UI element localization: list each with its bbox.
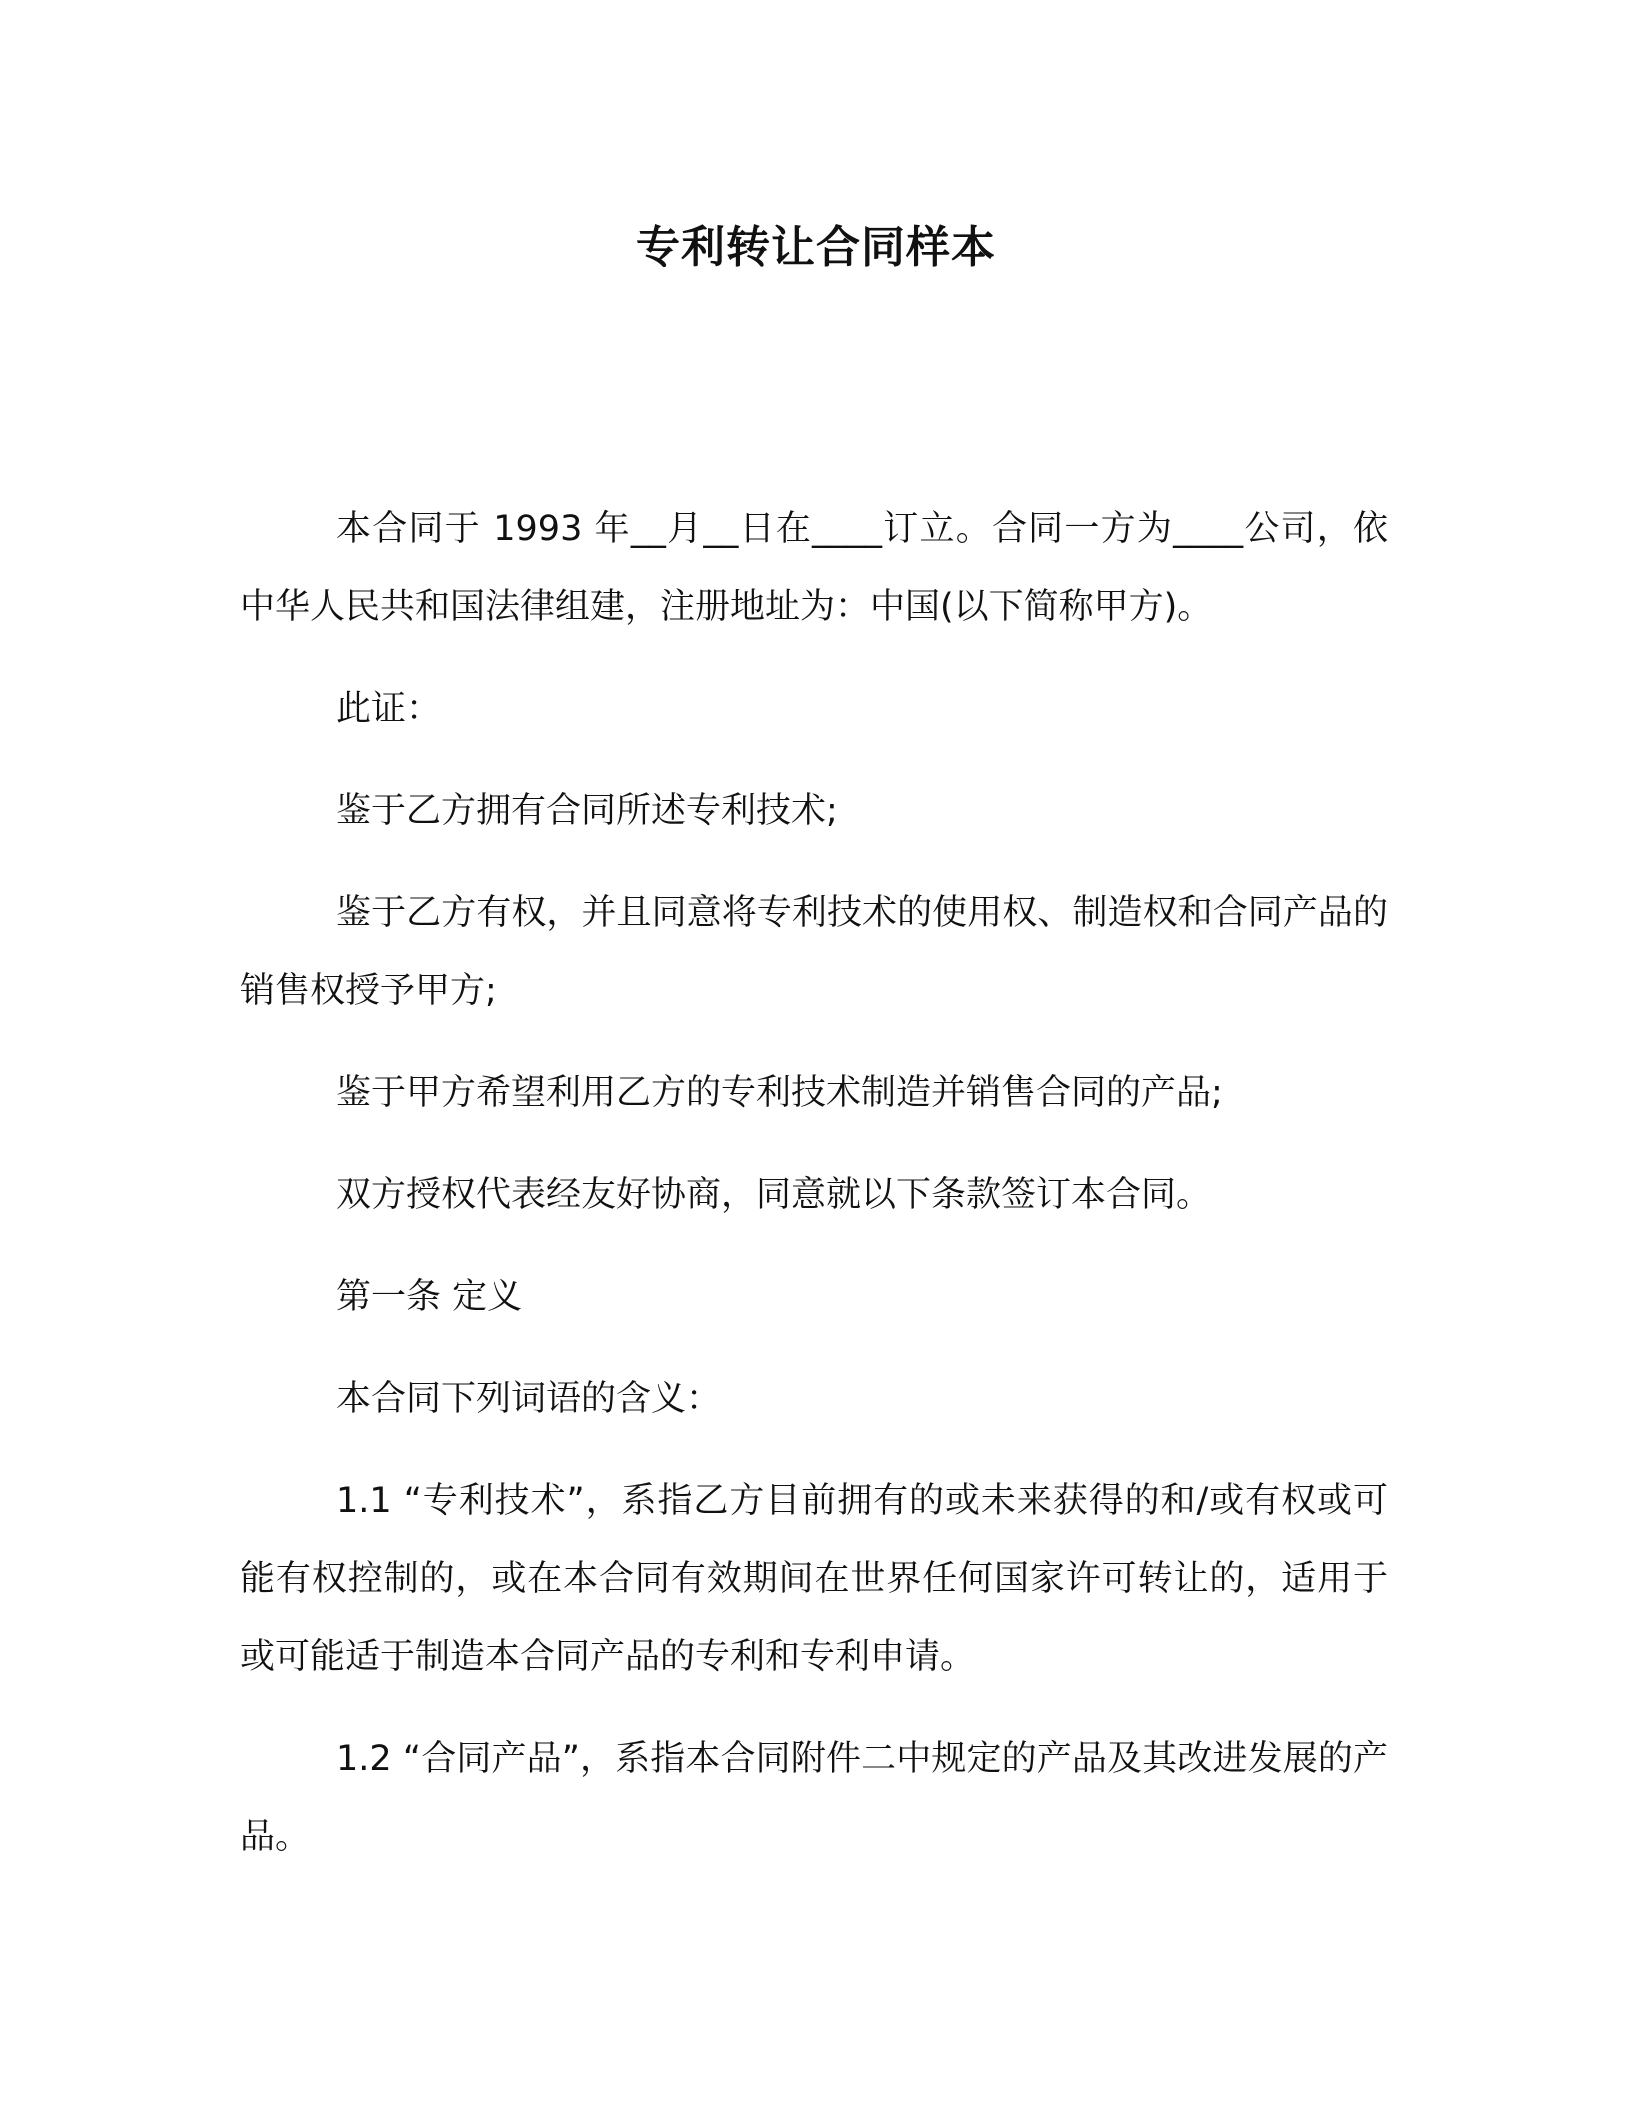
paragraph-agreement: 双方授权代表经友好协商，同意就以下条款签订本合同。 — [336, 1175, 1212, 1215]
paragraph-whereas-2: 鉴于乙方有权，并且同意将专利技术的使用权、制造权和合同产品的销售权授予甲方; — [240, 893, 1388, 1011]
definition-1-2: 1.2 “合同产品”，系指本合同附件二中规定的产品及其改进发展的产品。 — [240, 1739, 1388, 1857]
paragraph-witness: 此证： — [336, 689, 442, 729]
definition-1-1: 1.1 “专利技术”，系指乙方目前拥有的或未来获得的和/或有权或可能有权控制的，或在本合同有效期间在世界任何国家许可转让的，适用于或可能适于制造本合同产品的专利和专利申请。 — [240, 1481, 1388, 1677]
paragraph-whereas-3: 鉴于甲方希望利用乙方的专利技术制造并销售合同的产品; — [336, 1073, 1223, 1113]
paragraph-contract-date: 本合同于 1993 年__月__日在____订立。合同一方为____公司，依中华人民共和国法律组建，注册地址为：中国(以下简称甲方)。 — [240, 509, 1388, 627]
document-body — [240, 490, 1388, 1900]
document-title: 专利转让合同样本 — [636, 222, 996, 273]
paragraph-definitions-intro: 本合同下列词语的含义： — [336, 1379, 722, 1419]
paragraph-whereas-1: 鉴于乙方拥有合同所述专利技术; — [336, 791, 838, 831]
article-1-heading: 第一条 定义 — [336, 1277, 523, 1317]
